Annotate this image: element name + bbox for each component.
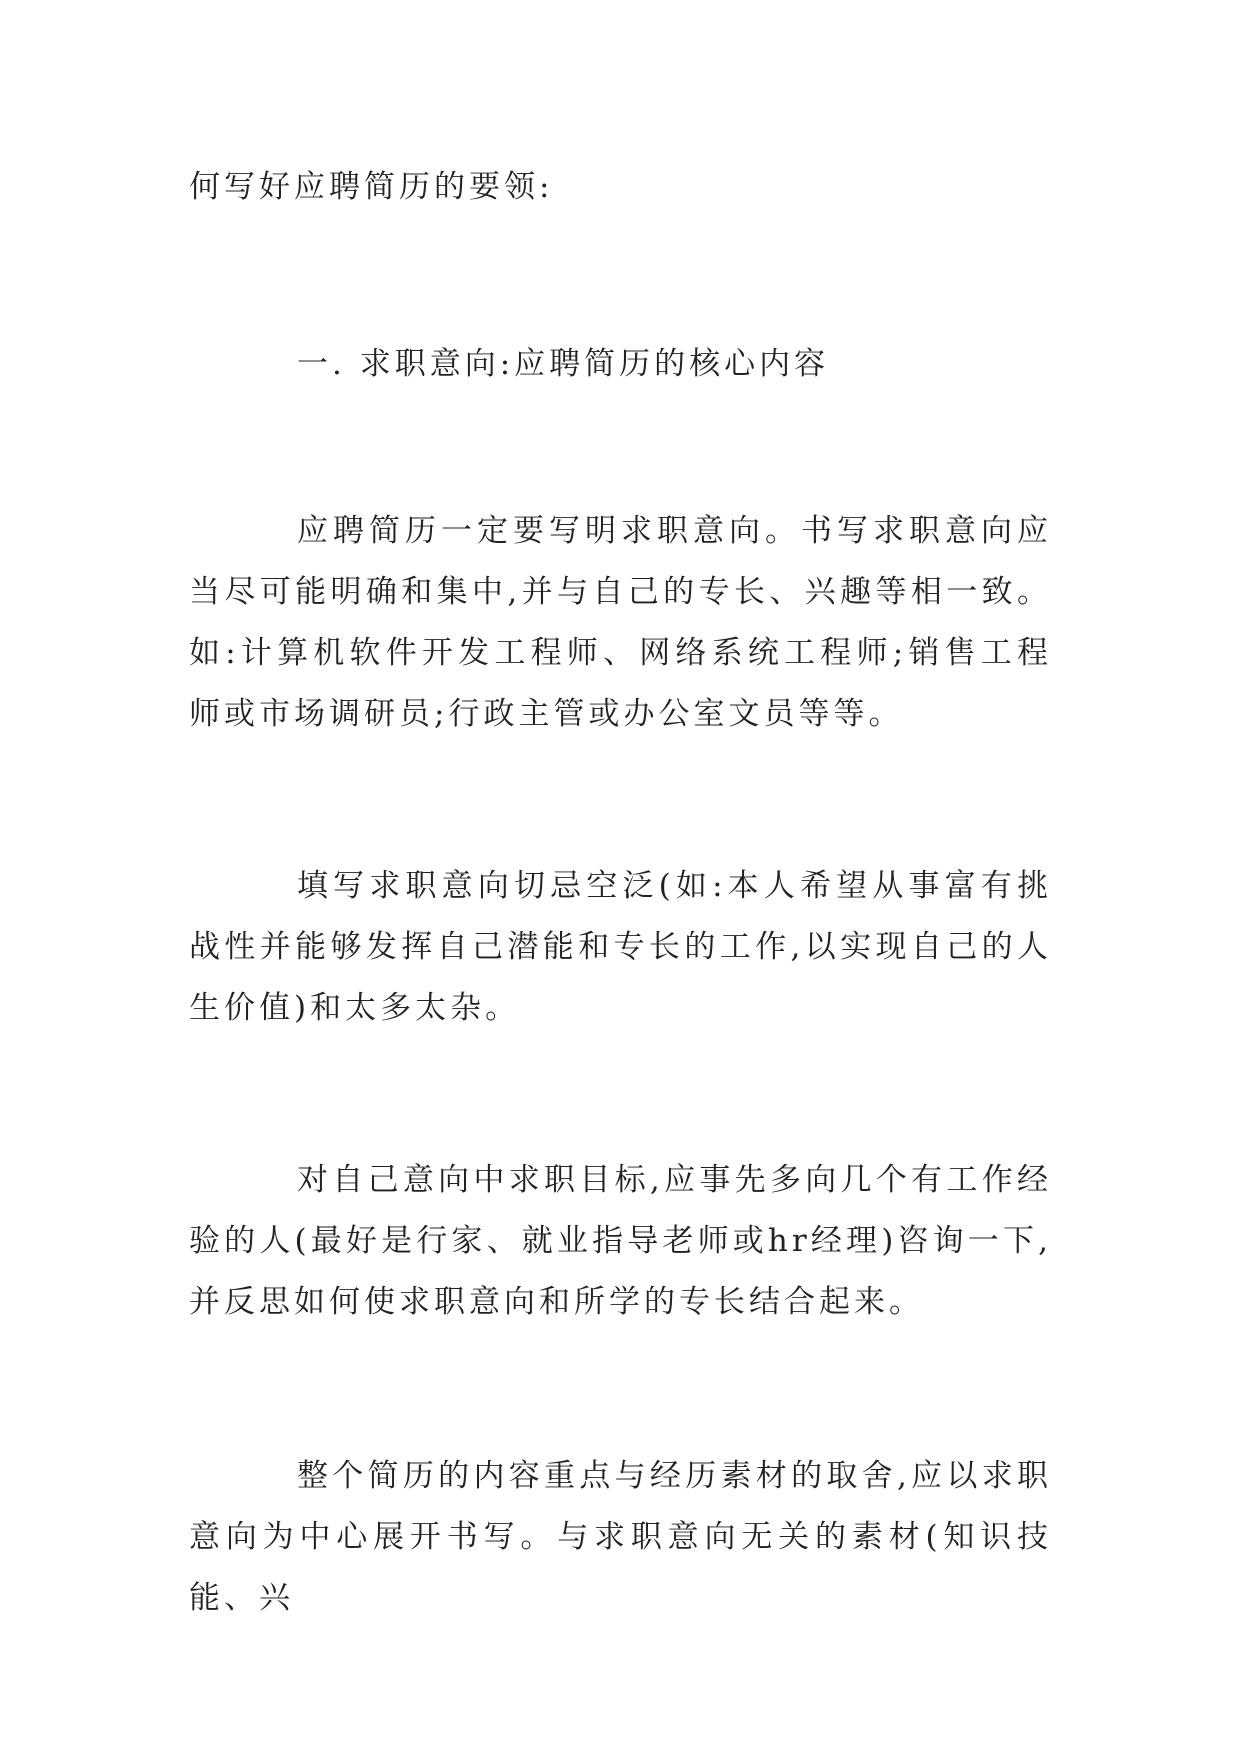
paragraph: 应聘简历一定要写明求职意向。书写求职意向应当尽可能明确和集中,并与自己的专长、兴趣等相一致。如:计算机软件开发工程师、网络系统工程师;销售工程师或市场调研员;行政主管或办公室文员等等。 [189, 513, 1052, 732]
paragraph: 填写求职意向切忌空泛(如:本人希望从事富有挑战性并能够发挥自己潜能和专长的工作,以实现自己的人生价值)和太多太杂。 [189, 868, 1052, 1026]
intro-line: 何写好应聘简历的要领: [189, 169, 554, 205]
section-heading: 一. 求职意向:应聘简历的核心内容 [297, 346, 830, 382]
paragraph: 整个简历的内容重点与经历素材的取舍,应以求职意向为中心展开书写。与求职意向无关的素材(知识技能、兴 [189, 1458, 1052, 1616]
paragraph: 对自己意向中求职目标,应事先多向几个有工作经验的人(最好是行家、就业指导老师或hr经理)咨询一下,并反思如何使求职意向和所学的专长结合起来。 [189, 1162, 1052, 1320]
